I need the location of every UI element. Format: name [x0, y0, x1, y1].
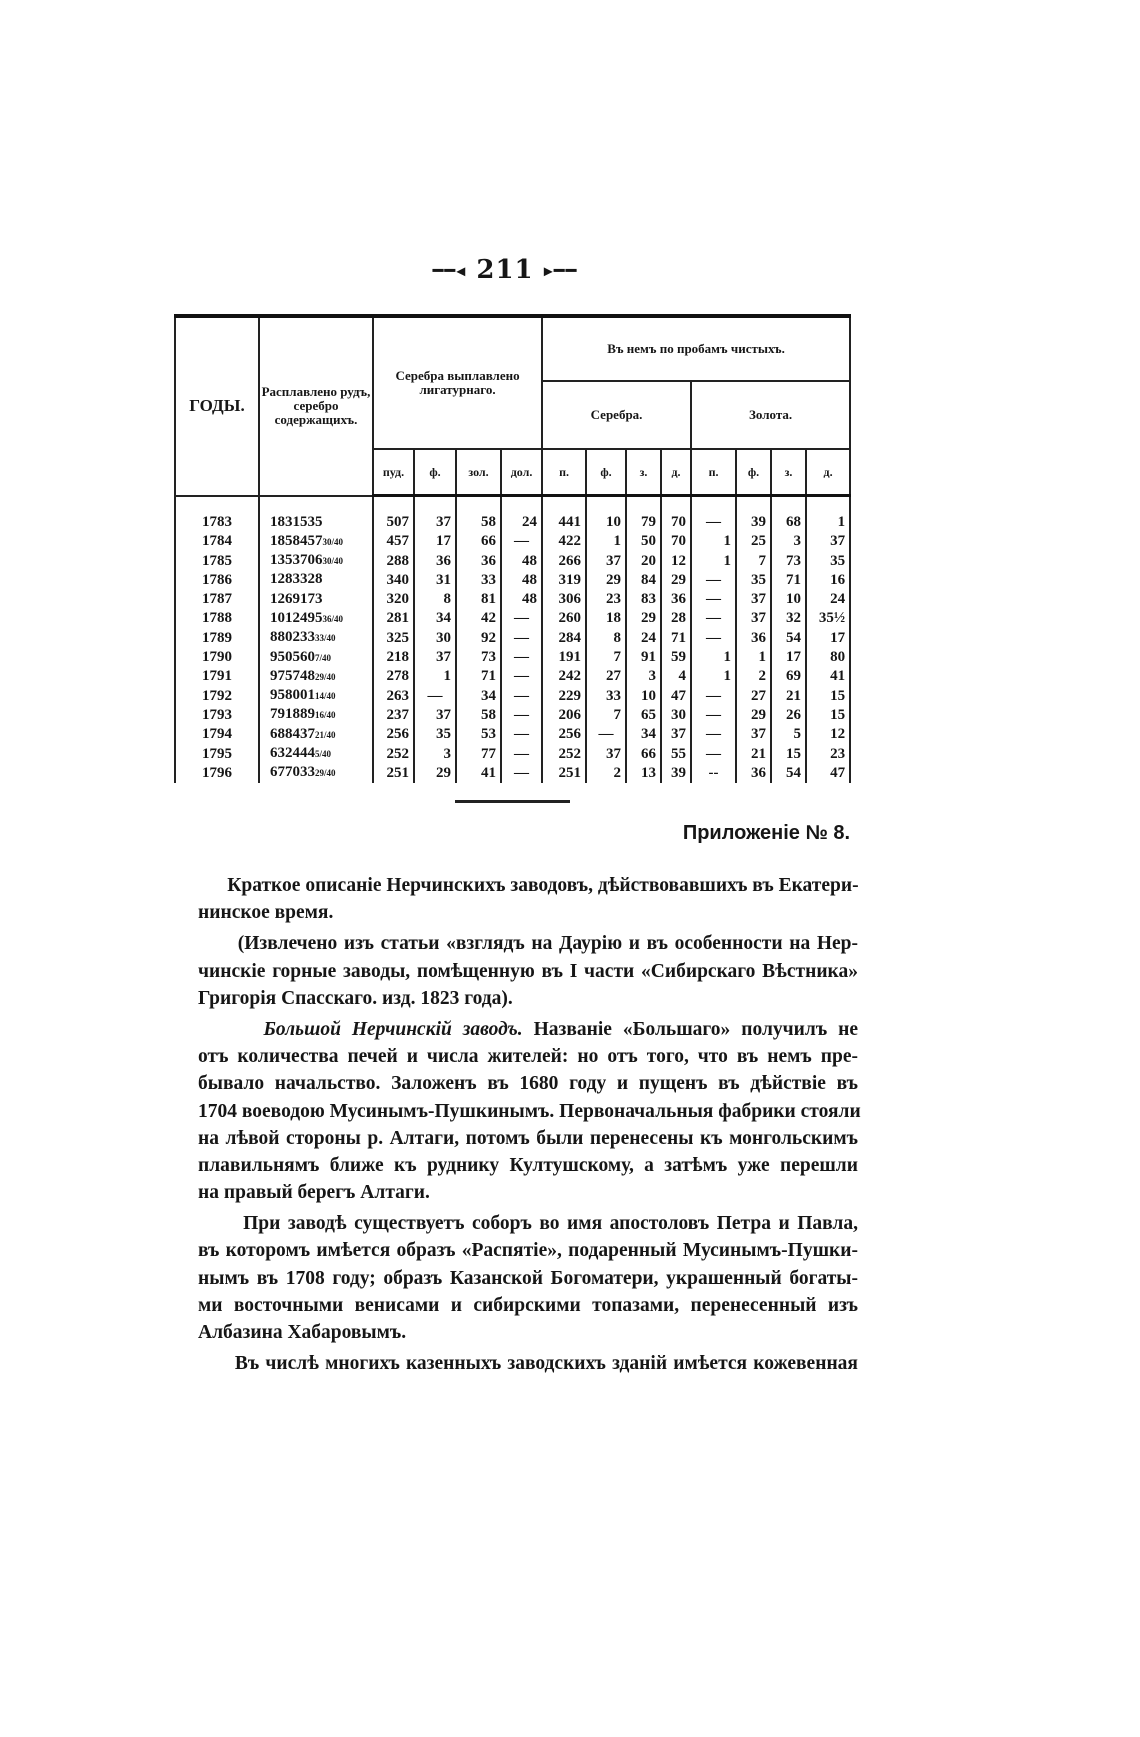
text-line — [198, 1098, 861, 1125]
value-cell: 23 — [806, 744, 850, 763]
year-cell: 1783 — [175, 496, 259, 532]
value-cell: 34 — [414, 609, 456, 628]
value-cell: 48 — [501, 570, 542, 589]
value-cell: 42 — [456, 609, 501, 628]
unit-header: дол. — [501, 449, 542, 496]
value-cell: 32 — [771, 609, 806, 628]
value-cell: 229 — [542, 686, 586, 705]
value-cell: — — [691, 686, 736, 705]
ore-cell — [259, 705, 373, 724]
value-cell: 35 — [414, 725, 456, 744]
value-cell: — — [501, 686, 542, 705]
line-text: на правый берегъ Алтаги. — [198, 1182, 430, 1204]
ore-cell — [259, 648, 373, 667]
value-cell: — — [691, 725, 736, 744]
ore-cell — [259, 590, 373, 609]
value-cell: 319 — [542, 570, 586, 589]
value-cell: 260 — [542, 609, 586, 628]
value-cell: 70 — [661, 532, 691, 551]
value-cell: 30 — [414, 628, 456, 647]
value-cell: 17 — [806, 628, 850, 647]
value-cell: 37 — [586, 744, 626, 763]
ore-value: 688437 — [270, 725, 315, 742]
value-cell: 2 — [736, 667, 771, 686]
value-cell: 58 — [456, 705, 501, 724]
year-cell: 1789 — [175, 628, 259, 647]
table-row — [175, 744, 850, 763]
value-cell: 251 — [542, 763, 586, 782]
value-cell: — — [501, 705, 542, 724]
value-cell: 1 — [691, 532, 736, 551]
ore-value: 1353706 — [270, 552, 323, 569]
value-cell: 7 — [586, 705, 626, 724]
value-cell: 81 — [456, 590, 501, 609]
value-cell: 20 — [626, 551, 661, 570]
line-text: на лѣвой стороны р. Алтаги, потомъ были перенесены къ монгольскимъ — [198, 1127, 858, 1149]
value-cell: 237 — [373, 705, 414, 724]
value-cell: 3 — [626, 667, 661, 686]
line-text: (Извлечено изъ статьи «взглядъ на Даурію и въ особенности на Нер- — [198, 933, 858, 955]
value-cell: 1 — [806, 496, 850, 532]
text-line — [198, 930, 858, 957]
ore-fraction: 16/40 — [315, 710, 336, 721]
ore-cell — [259, 496, 373, 532]
table-row — [175, 628, 850, 647]
ore-cell — [259, 763, 373, 782]
value-cell: 36 — [414, 551, 456, 570]
value-cell: 242 — [542, 667, 586, 686]
value-cell: -- — [691, 763, 736, 782]
value-cell: — — [501, 609, 542, 628]
value-cell: 15 — [806, 705, 850, 724]
ore-cell — [259, 532, 373, 551]
page-number — [0, 255, 1010, 285]
ore-cell — [259, 725, 373, 744]
line-text: чинскіе горные заводы, помѣщенную въ I части «Сибирскаго Вѣстника» — [198, 960, 858, 982]
page-number-text: 211 — [476, 255, 534, 285]
value-cell: 33 — [456, 570, 501, 589]
value-cell: — — [691, 609, 736, 628]
value-cell: 457 — [373, 532, 414, 551]
line-text: нинское время. — [198, 902, 334, 924]
value-cell: 36 — [661, 590, 691, 609]
text-line — [198, 1179, 858, 1206]
value-cell: 218 — [373, 648, 414, 667]
value-cell: 59 — [661, 648, 691, 667]
value-cell: 278 — [373, 667, 414, 686]
value-cell: 58 — [456, 496, 501, 532]
value-cell: — — [691, 590, 736, 609]
text-line — [198, 1237, 858, 1264]
line-text: бывало начальство. Заложенъ въ 1680 году и пущенъ въ дѣйствіе въ — [198, 1073, 858, 1095]
value-cell: 92 — [456, 628, 501, 647]
ore-cell — [259, 628, 373, 647]
table-row — [175, 496, 850, 532]
unit-header: п. — [542, 449, 586, 496]
value-cell: 68 — [771, 496, 806, 532]
unit-header: д. — [806, 449, 850, 496]
value-cell: — — [691, 744, 736, 763]
production-table — [174, 314, 851, 783]
value-cell: 13 — [626, 763, 661, 782]
value-cell: 1 — [736, 648, 771, 667]
year-cell: 1790 — [175, 648, 259, 667]
header-silver-ligature: Серебра выплавлено лигатурнаго. — [373, 316, 542, 449]
value-cell: 34 — [456, 686, 501, 705]
text-line — [198, 1152, 858, 1179]
value-cell: 29 — [586, 570, 626, 589]
value-cell: 1 — [691, 648, 736, 667]
ore-cell — [259, 551, 373, 570]
value-cell: 7 — [586, 648, 626, 667]
ore-value: 677033 — [270, 764, 315, 781]
header-pure: Въ немъ по пробамъ чистыхъ. — [542, 316, 850, 381]
ore-fraction: 5/40 — [315, 749, 332, 760]
value-cell: 4 — [661, 667, 691, 686]
unit-header: пуд. — [373, 449, 414, 496]
value-cell: 23 — [586, 590, 626, 609]
line-text: При заводѣ существуетъ соборъ во имя апостоловъ Петра и Павла, — [198, 1213, 858, 1235]
value-cell: 16 — [806, 570, 850, 589]
value-cell: 29 — [626, 609, 661, 628]
value-cell: 8 — [414, 590, 456, 609]
value-cell: 29 — [414, 763, 456, 782]
value-cell: 54 — [771, 763, 806, 782]
line-text: Въ числѣ многихъ казенныхъ заводскихъ зданій имѣется кожевенная — [198, 1353, 858, 1375]
value-cell: 73 — [771, 551, 806, 570]
value-cell: 31 — [414, 570, 456, 589]
header-silver: Серебра. — [542, 381, 691, 449]
value-cell: 65 — [626, 705, 661, 724]
value-cell: 48 — [501, 551, 542, 570]
ore-fraction: 29/40 — [315, 768, 336, 779]
value-cell: 3 — [771, 532, 806, 551]
unit-header: з. — [626, 449, 661, 496]
value-cell: 41 — [456, 763, 501, 782]
ore-fraction: 29/40 — [315, 671, 336, 682]
year-cell: 1795 — [175, 744, 259, 763]
value-cell: — — [501, 628, 542, 647]
header-ore: Расплавлено рудъ, серебро содержащихъ. — [259, 316, 373, 496]
ore-value: 880233 — [270, 629, 315, 646]
unit-header: ф. — [586, 449, 626, 496]
line-text: Названіе «Большаго» получилъ не — [522, 1018, 858, 1040]
value-cell: 10 — [771, 590, 806, 609]
line-text: плавильнямъ ближе къ руднику Култушскому, а затѣмъ уже перешли — [198, 1154, 858, 1176]
ornament-right-icon: ▸━━ — [543, 260, 578, 282]
italic-phrase: Большой Нерчинскій заводъ. — [198, 1018, 523, 1040]
value-cell: 66 — [456, 532, 501, 551]
value-cell: 37 — [736, 609, 771, 628]
table-row — [175, 686, 850, 705]
value-cell: 17 — [771, 648, 806, 667]
value-cell: 15 — [806, 686, 850, 705]
value-cell: 30 — [661, 705, 691, 724]
value-cell: 73 — [456, 648, 501, 667]
text-line — [198, 1292, 858, 1319]
value-cell: 12 — [806, 725, 850, 744]
value-cell: — — [691, 705, 736, 724]
value-cell: 1 — [691, 551, 736, 570]
value-cell: 37 — [736, 725, 771, 744]
value-cell: — — [501, 667, 542, 686]
value-cell: 7 — [736, 551, 771, 570]
unit-header: ф. — [736, 449, 771, 496]
line-text: 1704 воеводою Мусинымъ-Пушкинымъ. Первоначальныя фабрики стояли — [198, 1100, 861, 1122]
value-cell: 71 — [661, 628, 691, 647]
divider — [455, 800, 570, 803]
table-row — [175, 705, 850, 724]
value-cell: — — [691, 570, 736, 589]
line-text: нымъ въ 1708 году; образъ Казанской Богоматери, украшенный богаты- — [198, 1267, 858, 1289]
unit-header: п. — [691, 449, 736, 496]
value-cell: 5 — [771, 725, 806, 744]
table-row — [175, 590, 850, 609]
ore-fraction: 36/40 — [322, 613, 344, 624]
value-cell: 34 — [626, 725, 661, 744]
value-cell: — — [691, 628, 736, 647]
value-cell: 79 — [626, 496, 661, 532]
year-cell: 1785 — [175, 551, 259, 570]
value-cell: 25 — [736, 532, 771, 551]
value-cell: 84 — [626, 570, 661, 589]
text-line — [198, 1125, 858, 1152]
value-cell: 340 — [373, 570, 414, 589]
ore-cell — [259, 570, 373, 589]
value-cell: — — [586, 725, 626, 744]
value-cell: 12 — [661, 551, 691, 570]
value-cell: — — [414, 686, 456, 705]
value-cell: 8 — [586, 628, 626, 647]
line-text: Краткое описаніе Нерчинскихъ заводовъ, дѣйствовавшихъ въ Екатери- — [198, 875, 859, 896]
text-line — [198, 1043, 858, 1070]
table-row — [175, 570, 850, 589]
value-cell: 47 — [806, 763, 850, 782]
table-row — [175, 763, 850, 782]
line-text: ми восточными венисами и сибирскими топазами, перенесенный изъ — [198, 1294, 858, 1316]
ore-fraction: 30/40 — [322, 536, 344, 547]
value-cell: 441 — [542, 496, 586, 532]
value-cell: 35 — [736, 570, 771, 589]
value-cell: 36 — [456, 551, 501, 570]
value-cell: 83 — [626, 590, 661, 609]
value-cell: 66 — [626, 744, 661, 763]
value-cell: — — [501, 744, 542, 763]
ore-value: 1831535 — [270, 513, 323, 530]
header-years: ГОДЫ. — [175, 316, 259, 496]
text-line — [198, 1265, 858, 1292]
line-text: въ которомъ имѣется образъ «Распятіе», подаренный Мусинымъ-Пушки- — [198, 1240, 858, 1262]
value-cell: 1 — [414, 667, 456, 686]
year-cell: 1791 — [175, 667, 259, 686]
value-cell: 284 — [542, 628, 586, 647]
value-cell: 37 — [414, 648, 456, 667]
value-cell: 77 — [456, 744, 501, 763]
value-cell: 10 — [586, 496, 626, 532]
ore-value: 958001 — [270, 687, 315, 704]
value-cell: 191 — [542, 648, 586, 667]
value-cell: 71 — [456, 667, 501, 686]
value-cell: 71 — [771, 570, 806, 589]
value-cell: 55 — [661, 744, 691, 763]
year-cell: 1794 — [175, 725, 259, 744]
ore-cell — [259, 744, 373, 763]
value-cell: 2 — [586, 763, 626, 782]
ore-value: 791889 — [270, 706, 315, 723]
unit-header: зол. — [456, 449, 501, 496]
value-cell: 37 — [414, 496, 456, 532]
table-row — [175, 609, 850, 628]
value-cell: 306 — [542, 590, 586, 609]
value-cell: 41 — [806, 667, 850, 686]
value-cell: 37 — [736, 590, 771, 609]
ore-value: 1283328 — [270, 571, 323, 588]
value-cell: 24 — [806, 590, 850, 609]
value-cell: — — [501, 725, 542, 744]
value-cell: 35 — [806, 551, 850, 570]
value-cell: 28 — [661, 609, 691, 628]
ore-cell — [259, 667, 373, 686]
value-cell: 69 — [771, 667, 806, 686]
ore-value: 975748 — [270, 667, 315, 684]
line-text: Григорія Спасскаго. изд. 1823 года). — [198, 987, 513, 1009]
value-cell: 37 — [586, 551, 626, 570]
year-cell: 1788 — [175, 609, 259, 628]
value-cell: 37 — [661, 725, 691, 744]
value-cell: 37 — [414, 705, 456, 724]
value-cell: 24 — [501, 496, 542, 532]
ore-value: 1858457 — [270, 532, 323, 549]
ore-cell — [259, 609, 373, 628]
value-cell: 18 — [586, 609, 626, 628]
value-cell: 320 — [373, 590, 414, 609]
text-line — [198, 1016, 858, 1043]
value-cell: — — [691, 496, 736, 532]
value-cell: 15 — [771, 744, 806, 763]
value-cell: 21 — [736, 744, 771, 763]
year-cell: 1793 — [175, 705, 259, 724]
value-cell: 27 — [736, 686, 771, 705]
appendix-title: Приложеніе № 8. — [682, 822, 850, 844]
value-cell: 288 — [373, 551, 414, 570]
unit-header: ф. — [414, 449, 456, 496]
value-cell: 54 — [771, 628, 806, 647]
value-cell: 50 — [626, 532, 661, 551]
ore-cell — [259, 686, 373, 705]
year-cell: 1792 — [175, 686, 259, 705]
line-text: отъ количества печей и числа жителей: но отъ того, что въ немъ пре- — [198, 1046, 858, 1068]
text-line — [198, 958, 858, 985]
unit-header: д. — [661, 449, 691, 496]
text-line — [198, 1319, 858, 1346]
text-line — [198, 872, 858, 899]
value-cell: 48 — [501, 590, 542, 609]
year-cell: 1787 — [175, 590, 259, 609]
value-cell: 37 — [806, 532, 850, 551]
value-cell: 422 — [542, 532, 586, 551]
year-cell: 1786 — [175, 570, 259, 589]
value-cell: 21 — [771, 686, 806, 705]
value-cell: 251 — [373, 763, 414, 782]
text-line — [198, 985, 858, 1012]
line-text: Албазина Хабаровымъ. — [198, 1322, 407, 1343]
value-cell: 281 — [373, 609, 414, 628]
value-cell: 29 — [661, 570, 691, 589]
value-cell: 252 — [373, 744, 414, 763]
year-cell: 1784 — [175, 532, 259, 551]
value-cell: 263 — [373, 686, 414, 705]
value-cell: 39 — [736, 496, 771, 532]
value-cell: 33 — [586, 686, 626, 705]
ore-value: 632444 — [270, 745, 315, 762]
ornament-left-icon: ━━◂ — [432, 260, 467, 282]
value-cell: 1 — [586, 532, 626, 551]
text-line — [198, 1210, 858, 1237]
value-cell: 1 — [691, 667, 736, 686]
value-cell: — — [501, 763, 542, 782]
value-cell: 3 — [414, 744, 456, 763]
text-line — [198, 1070, 858, 1097]
ore-fraction: 7/40 — [315, 652, 332, 663]
value-cell: 39 — [661, 763, 691, 782]
body-text — [198, 872, 861, 1377]
value-cell: 35½ — [806, 609, 850, 628]
value-cell: 10 — [626, 686, 661, 705]
ore-value: 1012495 — [270, 609, 323, 626]
table-row — [175, 551, 850, 570]
value-cell: — — [501, 532, 542, 551]
value-cell: 266 — [542, 551, 586, 570]
value-cell: 252 — [542, 744, 586, 763]
table-row — [175, 532, 850, 551]
value-cell: 17 — [414, 532, 456, 551]
text-line — [198, 1350, 858, 1377]
unit-header: з. — [771, 449, 806, 496]
year-cell: 1796 — [175, 763, 259, 782]
value-cell: 80 — [806, 648, 850, 667]
value-cell: 256 — [373, 725, 414, 744]
text-line — [198, 899, 858, 926]
value-cell: 70 — [661, 496, 691, 532]
ore-value: 950560 — [270, 648, 315, 665]
ore-fraction: 33/40 — [315, 633, 336, 644]
value-cell: 36 — [736, 628, 771, 647]
value-cell: 325 — [373, 628, 414, 647]
value-cell: 91 — [626, 648, 661, 667]
value-cell: 36 — [736, 763, 771, 782]
ore-fraction: 30/40 — [322, 556, 344, 567]
ore-fraction: 14/40 — [315, 691, 336, 702]
ore-value: 1269173 — [270, 590, 323, 607]
value-cell: — — [501, 648, 542, 667]
value-cell: 206 — [542, 705, 586, 724]
value-cell: 24 — [626, 628, 661, 647]
value-cell: 26 — [771, 705, 806, 724]
header-gold: Золота. — [691, 381, 850, 449]
ore-fraction: 21/40 — [315, 729, 336, 740]
value-cell: 53 — [456, 725, 501, 744]
value-cell: 29 — [736, 705, 771, 724]
value-cell: 27 — [586, 667, 626, 686]
table-row — [175, 648, 850, 667]
value-cell: 47 — [661, 686, 691, 705]
value-cell: 256 — [542, 725, 586, 744]
table-row — [175, 667, 850, 686]
value-cell: 507 — [373, 496, 414, 532]
table-row — [175, 725, 850, 744]
